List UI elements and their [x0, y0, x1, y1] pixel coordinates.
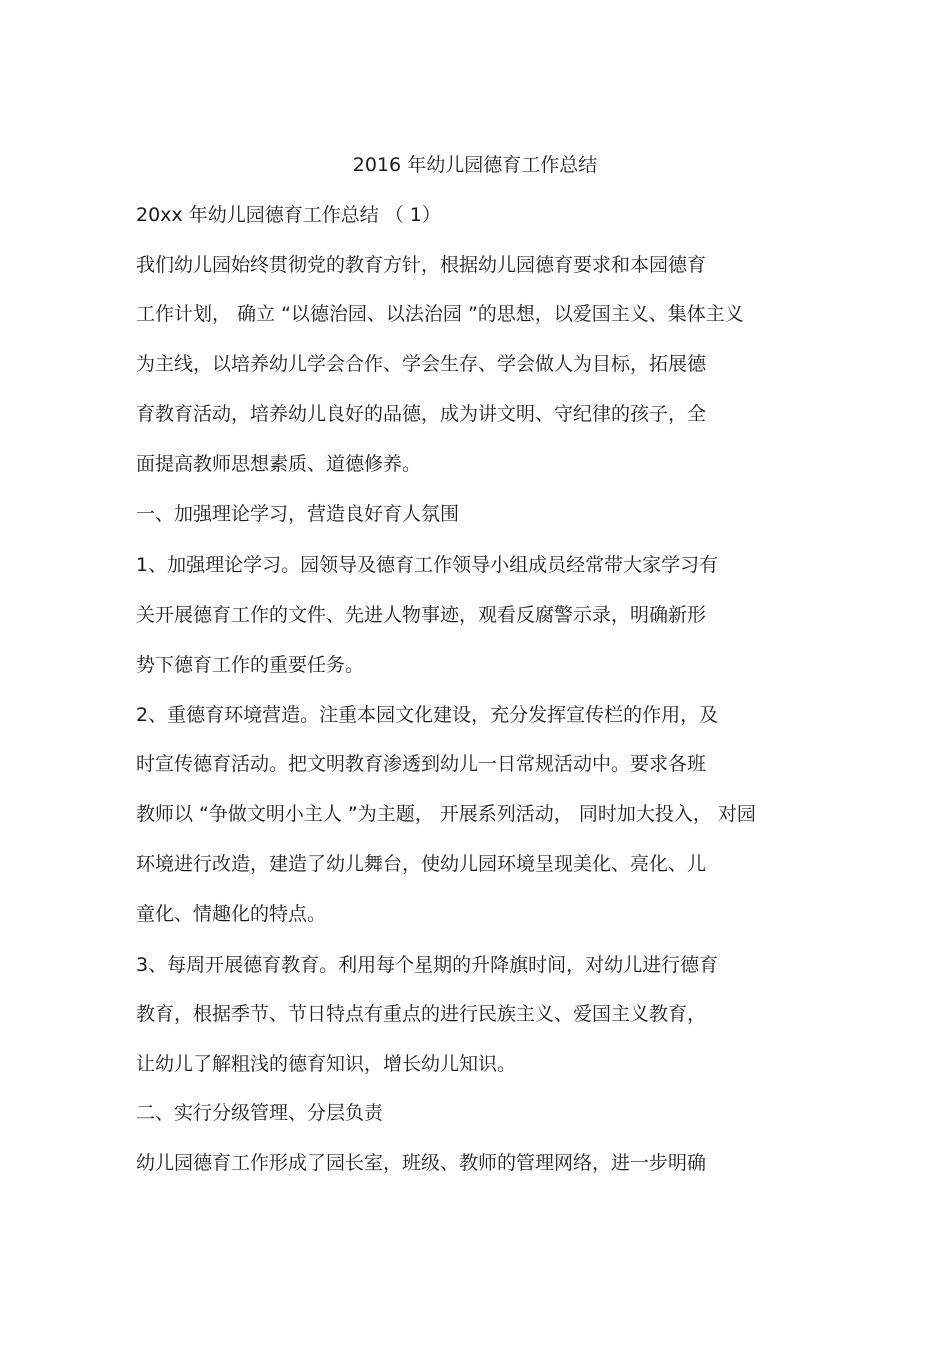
body-line: 关开展德育工作的文件、先进人物事迹，观看反腐警示录，明确新形 — [136, 604, 707, 626]
body-line: 1、加强理论学习。园领导及德育工作领导小组成员经常带大家学习有 — [136, 554, 719, 576]
section-heading: 二、实行分级管理、分层负责 — [136, 1102, 384, 1124]
body-line: 工作计划， 确立 “以德治园、以法治园 ”的思想，以爱国主义、集体主义 — [136, 303, 744, 325]
body-line: 我们幼儿园始终贯彻党的教育方针，根据幼儿园德育要求和本园德育 — [136, 254, 707, 276]
body-line: 童化、情趣化的特点。 — [136, 903, 327, 925]
section-heading: 一、加强理论学习，营造良好育人氛围 — [136, 503, 460, 525]
body-line: 为主线，以培养幼儿学会合作、学会生存、学会做人为目标，拓展德 — [136, 353, 707, 375]
body-line: 育教育活动，培养幼儿良好的品德，成为讲文明、守纪律的孩子，全 — [136, 403, 707, 425]
body-line: 势下德育工作的重要任务。 — [136, 654, 365, 676]
body-line: 环境进行改造，建造了幼儿舞台，使幼儿园环境呈现美化、亮化、儿 — [136, 853, 707, 875]
body-line: 3、每周开展德育教育。利用每个星期的升降旗时间，对幼儿进行德育 — [136, 954, 719, 976]
body-line: 面提高教师思想素质、道德修养。 — [136, 453, 422, 475]
body-line: 幼儿园德育工作形成了园长室，班级、教师的管理网络，进一步明确 — [136, 1152, 707, 1174]
document-title: 2016 年幼儿园德育工作总结 — [352, 154, 598, 176]
body-line: 教师以 “争做文明小主人 ”为主题， 开展系列活动， 同时加大投入， 对园 — [136, 803, 756, 825]
subtitle-line: 20xx 年幼儿园德育工作总结 （ 1） — [136, 204, 441, 226]
body-line: 2、重德育环境营造。注重本园文化建设，充分发挥宣传栏的作用，及 — [136, 704, 719, 726]
body-line: 教育，根据季节、节日特点有重点的进行民族主义、爱国主义教育， — [136, 1003, 707, 1025]
body-line: 时宣传德育活动。把文明教育渗透到幼儿一日常规活动中。要求各班 — [136, 753, 707, 775]
body-line: 让幼儿了解粗浅的德育知识，增长幼儿知识。 — [136, 1053, 517, 1075]
